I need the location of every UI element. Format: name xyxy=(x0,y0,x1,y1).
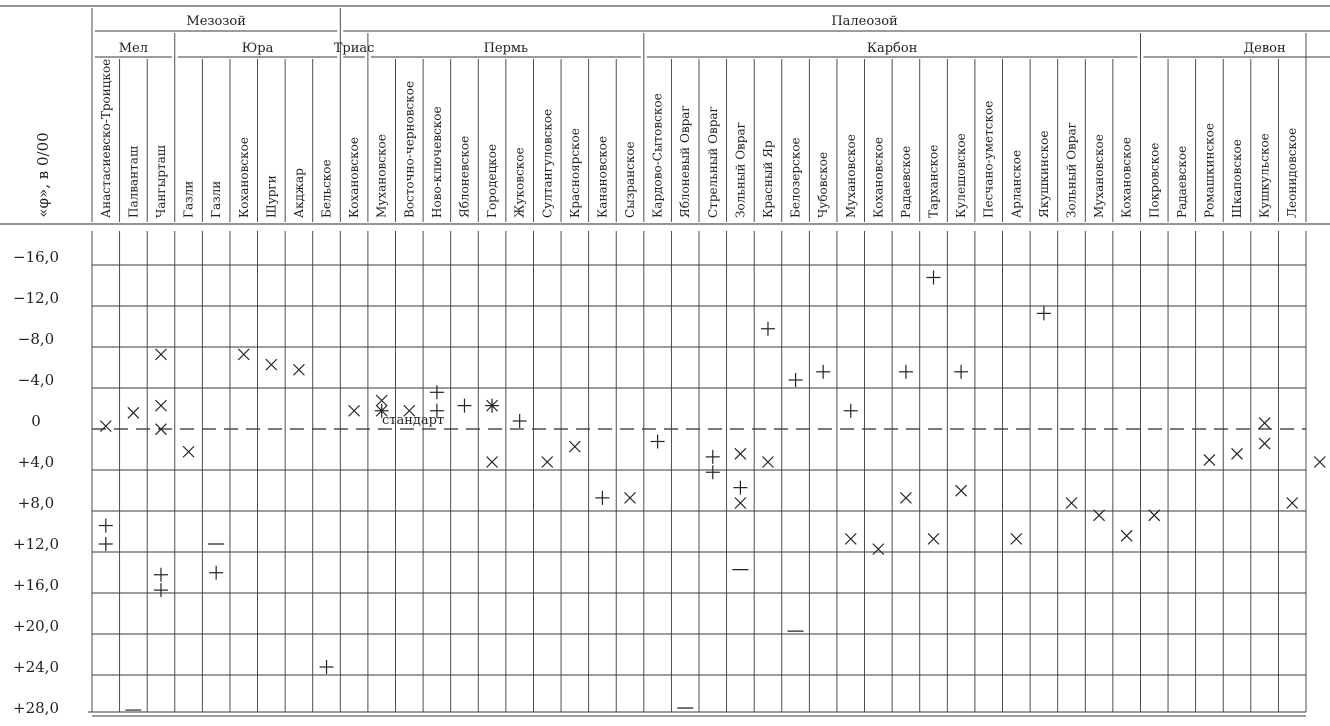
standard-label: стандарт xyxy=(382,413,445,428)
column-label: Канановское xyxy=(595,135,610,218)
y-tick-label: −8,0 xyxy=(17,330,55,348)
data-point xyxy=(320,660,334,674)
column-label: Покровское xyxy=(1147,142,1162,218)
y-tick-label: +8,0 xyxy=(17,494,55,512)
column-label: Акджар xyxy=(291,168,306,218)
y-tick-label: +24,0 xyxy=(13,658,59,676)
period-label: Карбон xyxy=(866,41,918,56)
column-label: Кулешовское xyxy=(954,133,969,218)
y-tick-label: +16,0 xyxy=(13,576,59,594)
data-point xyxy=(128,407,139,418)
column-label: Арланское xyxy=(1009,149,1024,218)
data-point xyxy=(1011,533,1022,544)
column-label: Кардово-Сытовское xyxy=(650,93,665,218)
data-point xyxy=(928,533,939,544)
data-point xyxy=(899,365,913,379)
column-label: Кохановское xyxy=(347,137,362,218)
period-label: Триас xyxy=(333,41,375,56)
era-label: Мезозой xyxy=(186,14,246,29)
column-label: Мухановское xyxy=(1092,134,1107,218)
data-point xyxy=(513,414,527,428)
data-point xyxy=(816,365,830,379)
data-point xyxy=(954,365,968,379)
y-tick-label: −12,0 xyxy=(13,289,59,307)
column-label: Султангуловское xyxy=(540,108,555,218)
column-label: Радаевское xyxy=(1174,145,1189,218)
header-area xyxy=(0,6,1330,224)
column-label: Мухановское xyxy=(843,134,858,218)
data-point xyxy=(99,519,113,533)
data-point xyxy=(209,566,223,580)
data-point xyxy=(845,533,856,544)
y-tick-label: +28,0 xyxy=(13,699,59,717)
column-label: Газли xyxy=(181,180,196,218)
column-label: Тарханское xyxy=(926,144,941,218)
y-tick-label: 0 xyxy=(31,412,41,430)
data-point xyxy=(487,457,498,468)
column-label: Кушкульское xyxy=(1257,133,1272,218)
y-tick-label: −4,0 xyxy=(17,371,55,389)
data-point xyxy=(430,385,444,399)
column-label: Леонидовское xyxy=(1285,127,1300,218)
data-point xyxy=(1204,454,1215,465)
data-point xyxy=(238,349,249,360)
grid xyxy=(88,231,1306,716)
data-point xyxy=(873,544,884,555)
data-point xyxy=(1314,457,1325,468)
column-label: Восточно-черновское xyxy=(402,80,417,218)
data-point xyxy=(927,271,941,285)
data-point xyxy=(1287,498,1298,509)
period-label: Пермь xyxy=(483,41,529,56)
column-label: Яблоневый Овраг xyxy=(678,105,693,218)
column-label: Газли xyxy=(209,180,224,218)
y-tick-label: +20,0 xyxy=(13,617,59,635)
data-point xyxy=(1259,438,1270,449)
data-point xyxy=(1121,530,1132,541)
data-point xyxy=(595,491,609,505)
data-point xyxy=(706,465,720,479)
column-label: Шкаповское xyxy=(1230,139,1245,218)
column-label: Зольный Овраг xyxy=(733,122,748,218)
column-label: Жуковское xyxy=(512,147,527,218)
data-point xyxy=(99,537,113,551)
era-label: Палеозой xyxy=(831,14,898,29)
data-point xyxy=(762,457,773,468)
column-label: Мухановское xyxy=(374,134,389,218)
column-label: Анастасиевско-Троицкое xyxy=(98,58,113,218)
column-label: Стрельный Овраг xyxy=(705,106,720,218)
period-label: Девон xyxy=(1243,41,1286,56)
y-tick-labels xyxy=(13,248,59,717)
column-label: Кохановское xyxy=(236,137,251,218)
data-point xyxy=(735,498,746,509)
column-label: Кохановское xyxy=(1119,137,1134,218)
data-point xyxy=(651,435,665,449)
column-label: Палванташ xyxy=(126,145,141,218)
column-label: Радаевское xyxy=(898,145,913,218)
y-axis-label: «φ», в 0/00 xyxy=(34,132,52,218)
column-label: Ромашкинское xyxy=(1202,123,1217,218)
column-label: Сызранское xyxy=(623,141,638,218)
data-point xyxy=(349,405,360,416)
column-label: Кохановское xyxy=(871,137,886,218)
data-point xyxy=(761,322,775,336)
y-tick-label: +4,0 xyxy=(17,453,55,471)
column-label: Чангырташ xyxy=(153,145,168,218)
data-marks xyxy=(99,271,1326,711)
data-point xyxy=(154,583,168,597)
column-label: Ново-ключевское xyxy=(429,106,444,218)
data-point xyxy=(183,446,194,457)
data-point xyxy=(266,359,277,370)
axis-label-group xyxy=(34,132,52,217)
data-point xyxy=(154,568,168,582)
data-point xyxy=(733,481,747,495)
data-point xyxy=(844,404,858,418)
data-point xyxy=(1232,448,1243,459)
data-point xyxy=(569,441,580,452)
column-label: Красноярское xyxy=(567,128,582,218)
data-point xyxy=(625,492,636,503)
column-label: Якушкинское xyxy=(1036,130,1051,218)
column-label: Песчано-уметское xyxy=(981,100,996,218)
period-label: Юра xyxy=(241,41,274,56)
y-tick-label: −16,0 xyxy=(13,248,59,266)
data-point xyxy=(293,364,304,375)
data-point xyxy=(956,485,967,496)
column-label: Чубовское xyxy=(816,151,831,218)
column-label: Зольный Овраг xyxy=(1064,122,1079,218)
data-point xyxy=(1066,498,1077,509)
data-point xyxy=(789,373,803,387)
period-label: Мел xyxy=(118,41,149,56)
column-label: Белозерское xyxy=(788,137,803,218)
y-tick-label: +12,0 xyxy=(13,535,59,553)
column-label: Городецкое xyxy=(485,143,500,218)
data-point xyxy=(155,349,166,360)
data-point xyxy=(735,448,746,459)
data-point xyxy=(706,450,720,464)
data-point xyxy=(542,457,553,468)
data-point xyxy=(900,492,911,503)
data-point xyxy=(1037,306,1051,320)
column-label: Шурги xyxy=(264,175,279,218)
column-label: Бельское xyxy=(319,159,334,218)
data-point xyxy=(457,399,471,413)
column-label: Яблоневское xyxy=(457,135,472,218)
data-point xyxy=(100,421,111,432)
data-point xyxy=(1259,418,1270,429)
column-label: Красный Яр xyxy=(760,140,775,218)
data-point xyxy=(155,400,166,411)
